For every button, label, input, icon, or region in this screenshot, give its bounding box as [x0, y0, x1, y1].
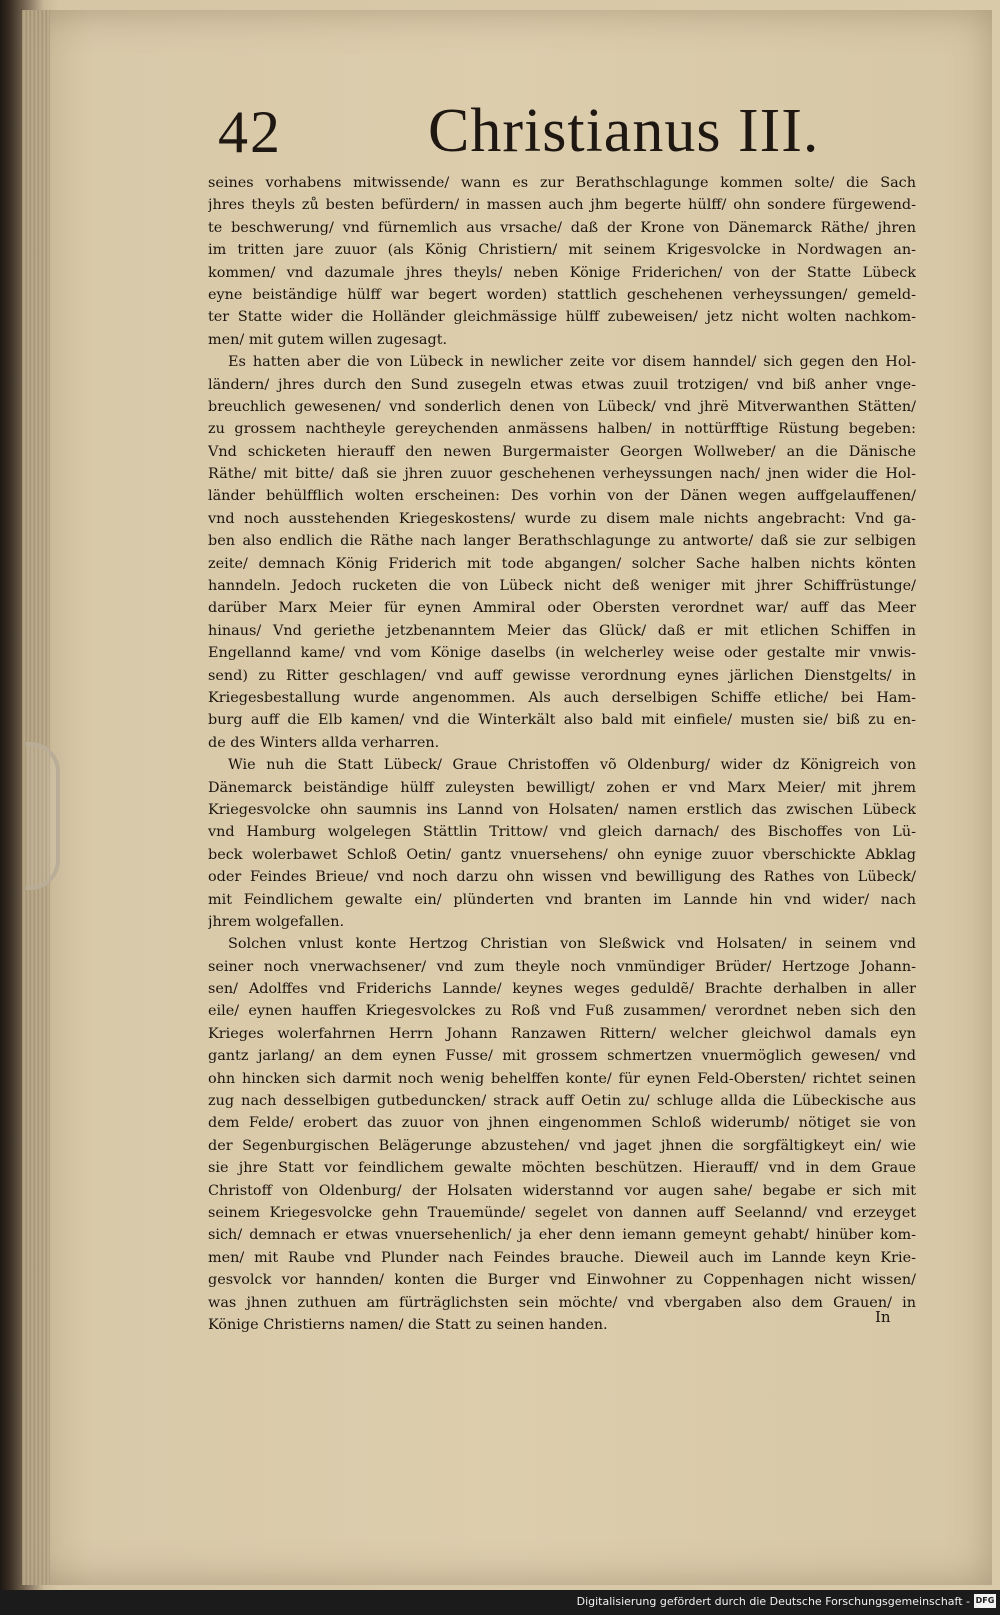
- page-number: 42: [218, 99, 282, 165]
- text-line: Es hatten aber die von Lübeck in newlicher zeite vor disem hanndel/ sich gegen den Hol-: [228, 354, 916, 371]
- text-line: sie jhre Statt vor feindlichem gewalte möchten beschützen. Hierauff/ vnd in dem Graue: [208, 1160, 916, 1177]
- text-line: send) zu Ritter geschlagen/ vnd auff gewisse verordnung eynes järlichen Dienstgelts/ in: [208, 667, 916, 684]
- text-line: Christoff von Oldenburg/ der Holsaten widerstannd vor augen sahe/ begabe er sich mit: [208, 1182, 916, 1199]
- text-line: breuchlich gewesenen/ vnd sonderlich denen von Lübeck/ vnd jhrë Mitverwanthen Stätten/: [208, 398, 916, 415]
- text-line: seines vorhabens mitwissende/ wann es zur Berathschlagunge kommen solte/ die Sach: [208, 175, 916, 191]
- text-line: vnd noch ausstehenden Kriegeskostens/ wurde zu disem male nichts angebracht: Vnd ga-: [208, 510, 916, 527]
- text-line: hanndeln. Jedoch rucketen die von Lübeck nicht deß weniger mit jhrer Schiffrüstunge/: [208, 578, 916, 595]
- text-line: men/ mit gutem willen zugesagt.: [208, 331, 448, 348]
- text-line: zeite/ demnach König Friderich mit tode abgangen/ solcher Sache halben nichts könten: [208, 555, 916, 572]
- text-line: mit Feindlichem gewalte ein/ plünderten vnd branten im Lannde hin vnd wider/ nach: [208, 891, 916, 908]
- text-line: Kriegesbestallung wurde angenommen. Als auch derselbigen Schiffe etliche/ bei Ham-: [208, 689, 916, 706]
- text-line: oder Feindes Brieue/ vnd noch darzu ohn wissen vnd bewilligung des Rathes von Lübeck/: [208, 869, 916, 886]
- text-line: jhrem wolgefallen.: [208, 913, 345, 930]
- text-line: Räthe/ mit bitte/ daß sie jhren zuuor geschehenen verheyssungen nach/ jnen wider die Hol-: [208, 466, 916, 483]
- text-line: Engellannd kame/ vnd vom Könige daselbs (in welcherley weise oder gestalte mir vnwis-: [208, 645, 916, 662]
- text-line: gantz jarlang/ an dem eynen Fusse/ mit grossem schmertzen vnuermöglich gewesen/ vnd: [208, 1048, 916, 1065]
- bookmark-clip: [26, 742, 60, 890]
- text-line: eile/ eynen hauffen Kriegesvolckes zu Roß vnd Fuß zusammen/ verordnet neben sich den: [208, 1003, 916, 1020]
- text-line: beck wolerbawet Schloß Oetin/ gantz vnuersehens/ ohn eynige zuuor vberschickte Abklag: [208, 846, 916, 863]
- text-line: vnd Hamburg wolgelegen Stättlin Trittow/ vnd gleich darnach/ des Bischoffes von Lü-: [208, 824, 916, 841]
- text-line: seinem Kriegesvolcke gehn Trauemünde/ segelet von dannen auff Seelannd/ vnd erzeyget: [208, 1204, 916, 1221]
- running-head: Christianus III.: [428, 97, 820, 165]
- text-line: burg auff die Elb kamen/ vnd die Winterkält also bald mit einfiele/ musten sie/ biß zu en-: [208, 712, 916, 729]
- text-line: Kriegesvolcke ohn saumnis ins Lannd von Holsaten/ namen erstlich das zwischen Lübeck: [208, 801, 916, 818]
- text-line: Krieges wolerfahrnen Herrn Johann Ranzawen Rittern/ welcher gleichwol damals eyn: [208, 1025, 916, 1042]
- text-line: kommen/ vnd dazumale jhres theyls/ neben Könige Friderichen/ von der Statte Lübeck: [208, 264, 916, 281]
- text-line: eyne beiständige hülff war begert worden) stattlich geschehenen verheyssungen/ gemeld-: [208, 286, 916, 303]
- text-line: te beschwerung/ vnd fürnemlich aus vrsache/ daß der Krone von Dänemarck Räthe/ jhren: [208, 219, 916, 236]
- text-line: ter Statte wider die Holländer gleichmässige hülff zubeweisen/ jetz nicht wolten nachkom-: [208, 309, 916, 326]
- text-line: Solchen vnlust konte Hertzog Christian von Sleßwick vnd Holsaten/ in seinem vnd: [228, 936, 916, 953]
- text-line: seiner noch vnerwachsener/ vnd zum theyle noch vnmündiger Brüder/ Hertzoge Johann-: [208, 958, 916, 975]
- catchword: In: [875, 1308, 891, 1326]
- text-line: zu grossem nachtheyle gereychenden anmässens halben/ in nottürfftige Rüstung begeben:: [208, 421, 916, 438]
- text-line: men/ mit Raube vnd Plunder nach Feindes brauche. Dieweil auch im Lannde keyn Krie-: [208, 1249, 916, 1266]
- text-line: was jhnen zuthuen am fürträglichsten sein möchte/ vnd vbergaben also dem Grauen/ in: [208, 1294, 916, 1311]
- text-line: Vnd schicketen hierauff den newen Burgermaister Georgen Wollweber/ an die Dänische: [208, 443, 916, 460]
- text-line: ländern/ jhres durch den Sund zusegeln etwas etwas zuuil trotzigen/ vnd biß anher vnge-: [208, 376, 916, 393]
- text-line: dem Felde/ erobert das zuuor von jhnen eingenommen Schloß widerumb/ nötiget sie von: [208, 1115, 916, 1132]
- footer-credit: Digitalisierung gefördert durch die Deutsche Forschungsgemeinschaft -: [576, 1595, 970, 1608]
- text-line: darüber Marx Meier für eynen Ammiral oder Obersten verordnet war/ auff das Meer: [208, 600, 916, 617]
- text-line: jhres theyls zů besten befürdern/ in massen auch jhm begerte hülff/ ohn sondere fürgewend-: [208, 197, 916, 214]
- text-line: im tritten jare zuuor (als König Christiern/ mit seinem Krigesvolcke in Nordwagen an-: [208, 242, 916, 259]
- text-line: gesvolck vor hannden/ konten die Burger vnd Einwohner zu Coppenhagen nicht wissen/: [208, 1272, 916, 1289]
- text-line: Wie nuh die Statt Lübeck/ Graue Christoffen võ Oldenburg/ wider dz Königreich von: [228, 757, 916, 774]
- text-line: Könige Christierns namen/ die Statt zu seinen handen.: [208, 1316, 608, 1333]
- text-line: sen/ Adolffes vnd Friderichs Lannde/ keynes weges geduldẽ/ Brachte derhalben in aller: [208, 981, 916, 998]
- text-line: Dänemarck beiständige hülff zuleysten bewilligt/ zohen er vnd Marx Meier/ mit jhrem: [208, 779, 916, 796]
- text-line: der Segenburgischen Belägerunge abzustehen/ vnd jaget jhnen die sorgfältigkeyt ein/ wie: [208, 1137, 916, 1154]
- text-line: länder behülfflich wolten erscheinen: Des vorhin von der Dänen wegen auffgelauffenen/: [208, 488, 916, 505]
- text-line: zug nach desselbigen gutbeduncken/ strack auff Oetin zu/ schluge allda die Lübeckische aus: [208, 1093, 916, 1110]
- text-line: de des Winters allda verharren.: [208, 734, 440, 751]
- text-line: ohn hincken sich darmit noch wenig behelffen konte/ für eynen Feld-Obersten/ richtet seinen: [208, 1070, 916, 1087]
- body-text: [208, 172, 916, 1336]
- text-line: hinaus/ Vnd geriethe jetzbenanntem Meier das Glück/ daß er mit etlichen Schiffen in: [208, 622, 916, 639]
- text-line: sich/ demnach er etwas vnuersehenlich/ ja eher denn iemann gemeynt gehabt/ hinüber kom-: [208, 1227, 916, 1244]
- dfg-logo: DFG: [974, 1594, 996, 1608]
- text-line: ben also endlich die Räthe nach langer Berathschlagunge zu antworte/ daß sie zur selbigen: [208, 533, 916, 550]
